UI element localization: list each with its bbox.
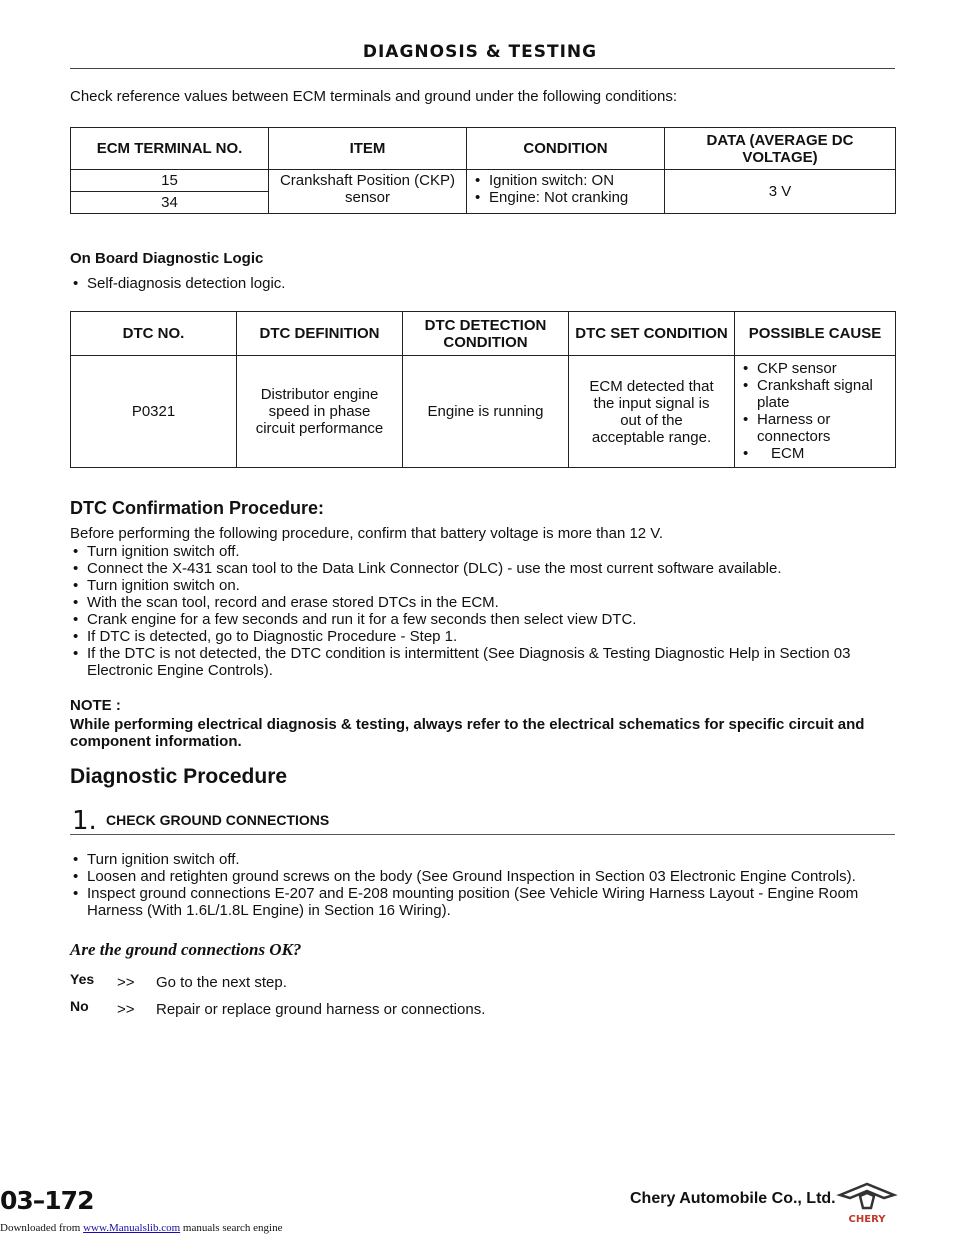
ecm-col-terminal: ECM TERMINAL NO. (71, 128, 269, 170)
answer-yes-text: Go to the next step. (156, 974, 287, 991)
cause-item: • CKP sensor (741, 360, 889, 377)
dtc-table (70, 311, 896, 468)
ecm-reference-table (70, 127, 896, 214)
obd-bullet (70, 275, 670, 292)
ecm-condition-cell (467, 170, 665, 214)
procedure-title: Diagnostic Procedure (70, 765, 288, 788)
answer-yes-label: Yes (70, 971, 95, 987)
dtc-number-cell: P0321 (71, 356, 237, 468)
page-header-title: DIAGNOSIS & TESTING (362, 42, 598, 62)
chery-logo-icon (836, 1182, 898, 1226)
dtc-col-definition: DTC DEFINITION (237, 312, 403, 356)
download-prefix: Downloaded from (0, 1222, 84, 1234)
ecm-item-cell: Crankshaft Position (CKP) sensor (269, 170, 467, 214)
cause-item: • ECM (741, 445, 889, 462)
obd-title: On Board Diagnostic Logic (70, 250, 264, 267)
obd-bullet-text: • Self-diagnosis detection logic. (70, 275, 670, 292)
note-label: NOTE : (70, 697, 121, 714)
download-suffix: manuals search engine (180, 1222, 283, 1234)
confirmation-intro: Before performing the following procedure, confirm that battery voltage is more than 12 V. (70, 525, 664, 542)
confirmation-title: DTC Confirmation Procedure: (70, 498, 325, 518)
answer-yes-arrow: >> (117, 974, 135, 991)
manualslib-link[interactable]: www.Manualslib.com (83, 1222, 181, 1234)
confirmation-step: • Crank engine for a few seconds and run it for a few seconds then select view DTC. (70, 611, 896, 628)
dtc-definition-cell: Distributor engine speed in phase circuit performance (237, 356, 403, 468)
confirmation-step: • With the scan tool, record and erase stored DTCs in the ECM. (70, 594, 896, 611)
dtc-detection-cell: Engine is running (403, 356, 569, 468)
confirmation-step: • If DTC is detected, go to Diagnostic Procedure - Step 1. (70, 628, 896, 645)
ecm-data-cell: 3 V (665, 170, 896, 214)
step-title: CHECK GROUND CONNECTIONS (106, 812, 330, 828)
note-text: While performing electrical diagnosis & testing, always refer to the electrical schematics for specific circuit and component information. (70, 716, 865, 750)
dtc-col-set: DTC SET CONDITION (569, 312, 735, 356)
dtc-col-cause: POSSIBLE CAUSE (735, 312, 896, 356)
answer-no-label: No (70, 998, 89, 1014)
ecm-terminal-cell: 15 (71, 170, 269, 192)
intro-text: Check reference values between ECM terminals and ground under the following conditions: (70, 88, 678, 105)
download-footer (0, 1222, 282, 1234)
answer-no-text: Repair or replace ground harness or connections. (156, 1001, 486, 1018)
confirmation-step: • Turn ignition switch on. (70, 577, 896, 594)
company-name: Chery Automobile Co., Ltd. (630, 1190, 836, 1207)
dtc-cause-cell (735, 356, 896, 468)
procedure-bullet: • Turn ignition switch off. (70, 851, 896, 868)
logo-text: CHERY (848, 1214, 886, 1225)
confirmation-step: • Connect the X-431 scan tool to the Data Link Connector (DLC) - use the most current software available. (70, 560, 896, 577)
ecm-col-data: DATA (AVERAGE DC VOLTAGE) (665, 128, 896, 170)
procedure-bullet: • Loosen and retighten ground screws on the body (See Ground Inspection in Section 03 Electronic Engine Controls). (70, 868, 896, 885)
ecm-col-condition: CONDITION (467, 128, 665, 170)
confirmation-step: • If the DTC is not detected, the DTC condition is intermittent (See Diagnosis & Testing Diagnostic Help in Section 03 Electronic Engine Controls). (70, 645, 896, 679)
ecm-col-item: ITEM (269, 128, 467, 170)
chery-logo (836, 1182, 898, 1230)
ecm-condition-item: • Engine: Not cranking (473, 189, 658, 206)
dtc-col-number: DTC NO. (71, 312, 237, 356)
header-divider (70, 68, 895, 69)
procedure-question: Are the ground connections OK? (70, 940, 302, 959)
dtc-set-cell: ECM detected that the input signal is out of the acceptable range. (569, 356, 735, 468)
procedure-bullet: • Inspect ground connections E-207 and E-208 mounting position (See Vehicle Wiring Harness Layout - Engine Room Harness (With 1.6L/1.8L Engine) in Section 16 Wiring). (70, 885, 896, 919)
step-number: 1. (72, 806, 97, 836)
cause-item: • Crankshaft signal plate (741, 377, 889, 411)
page-number: 03–172 (0, 1186, 94, 1215)
procedure-bullets (70, 851, 896, 919)
ecm-condition-item: • Ignition switch: ON (473, 172, 658, 189)
dtc-col-detection: DTC DETECTION CONDITION (403, 312, 569, 356)
ecm-terminal-cell: 34 (71, 192, 269, 214)
confirmation-step: • Turn ignition switch off. (70, 543, 896, 560)
cause-item: • Harness or connectors (741, 411, 889, 445)
step-divider (70, 834, 895, 835)
answer-no-arrow: >> (117, 1001, 135, 1018)
confirmation-steps (70, 543, 896, 679)
